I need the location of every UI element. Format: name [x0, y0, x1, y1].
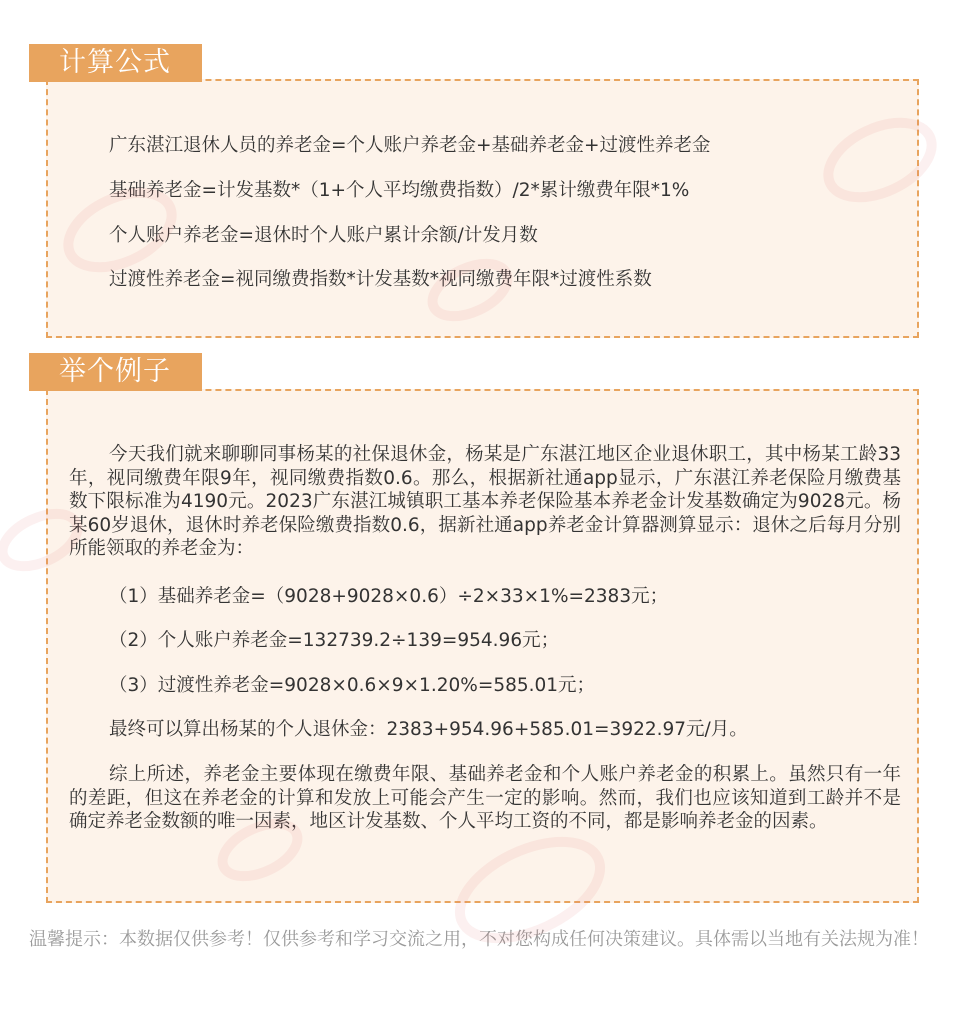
- formula-box: [46, 79, 919, 338]
- example-section-title: 举个例子: [29, 353, 202, 391]
- formula-line-personal: 个人账户养老金=退休时个人账户累计余额/计发月数: [109, 225, 538, 246]
- example-calc-personal: （2）个人账户养老金=132739.2÷139=954.96元；: [109, 630, 560, 651]
- formula-line-total: 广东湛江退休人员的养老金=个人账户养老金+基础养老金+过渡性养老金: [109, 135, 711, 156]
- formula-line-transitional: 过渡性养老金=视同缴费指数*计发基数*视同缴费年限*过渡性系数: [109, 269, 652, 290]
- formula-line-basic: 基础养老金=计发基数*（1+个人平均缴费指数）/2*累计缴费年限*1%: [109, 180, 690, 201]
- footer-tip: 温馨提示：本数据仅供参考！仅供参考和学习交流之用，不对您构成任何决策建议。具体需以当地有关法规为准！: [29, 929, 929, 950]
- example-box: [46, 389, 919, 903]
- example-summary-paragraph: 综上所述，养老金主要体现在缴费年限、基础养老金和个人账户养老金的积累上。虽然只有一年的差距，但这在养老金的计算和发放上可能会产生一定的影响。然而，我们也应该知道到工龄并不是确定养老金数额的唯一因素，地区计发基数、个人平均工资的不同，都是影响养老金的因素。: [69, 764, 901, 832]
- example-calc-basic: （1）基础养老金=（9028+9028×0.6）÷2×33×1%=2383元；: [109, 586, 669, 607]
- formula-section-title: 计算公式: [29, 44, 202, 82]
- example-intro-paragraph: 今天我们就来聊聊同事杨某的社保退休金，杨某是广东湛江地区企业退休职工，其中杨某工龄33年，视同缴费年限9年，视同缴费指数0.6。那么，根据新社通app显示，广东湛江养老保险月缴费基数下限标准为4190元。2023广东湛江城镇职工基本养老保险基本养老金计发基数确定为9028元。杨某60岁退休，退休时养老保险缴费指数0.6，据新社通app养老金计算器测算显示：退休之后每月分别所能领取的养老金为：: [69, 444, 901, 559]
- example-calc-transitional: （3）过渡性养老金=9028×0.6×9×1.20%=585.01元；: [109, 675, 596, 696]
- example-result: 最终可以算出杨某的个人退休金：2383+954.96+585.01=3922.97元/月。: [109, 719, 748, 740]
